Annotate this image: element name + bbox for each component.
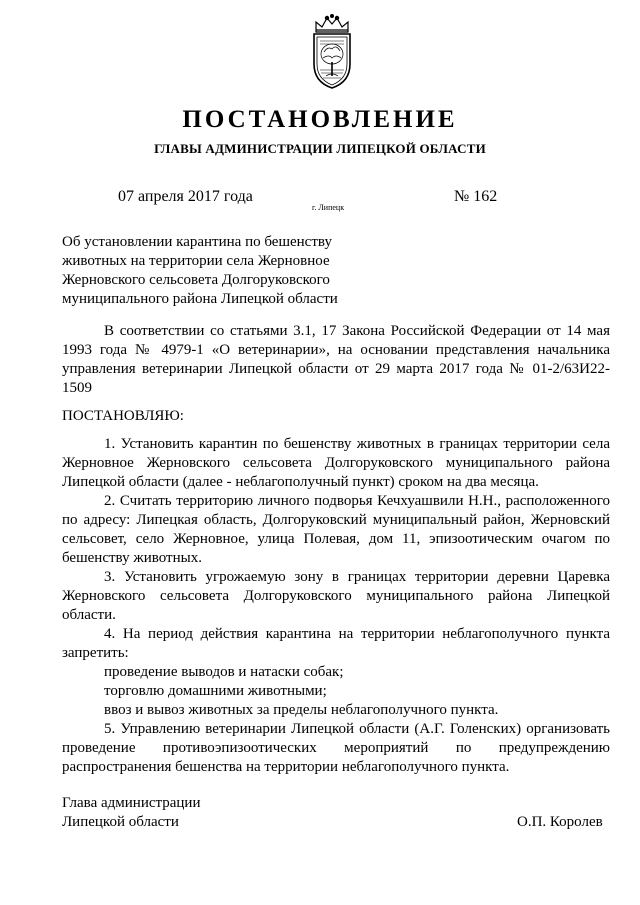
subject-line: Жерновского сельсовета Долгоруковского — [62, 272, 330, 288]
decree-heading: ПОСТАНОВЛЯЮ: — [62, 408, 184, 424]
signatory-position — [62, 794, 200, 832]
item-4-subitem: проведение выводов и натаски собак; — [104, 664, 344, 680]
document-date: 07 апреля 2017 года — [118, 188, 253, 205]
item-3-paragraph: 3. Установить угрожаемую зону в границах территории деревни Царевка Жерновского сельсовета Долгоруковского муниципального района Липецкой области. — [62, 569, 610, 623]
subject-line: муниципального района Липецкой области — [62, 291, 338, 307]
document-subject — [62, 233, 362, 309]
document-city: г. Липецк — [312, 203, 345, 212]
item-4-paragraph: 4. На период действия карантина на территории неблагополучного пункта запретить: — [62, 626, 610, 661]
item-4-subitem: торговлю домашними животными; — [104, 683, 327, 699]
coat-of-arms-emblem — [302, 14, 362, 90]
item-2-paragraph: 2. Считать территорию личного подворья Кечхуашвили Н.Н., расположенного по адресу: Липецкая область, Долгоруковский муниципальный район, Жерновский сельсовет, село Жерновное, улица Полевая, дом 11, эпизоотическим очагом по бешенству животных. — [62, 493, 610, 566]
subject-line: животных на территории села Жерновное — [62, 253, 330, 269]
signatory-position-line: Липецкой области — [62, 814, 179, 830]
subject-line: Об установлении карантина по бешенству — [62, 234, 332, 250]
item-5-paragraph: 5. Управлению ветеринарии Липецкой области (А.Г. Голенских) организовать проведение противоэпизоотических мероприятий по предупреждению распространения бешенства на территории неблагополучного пункта. — [62, 721, 610, 775]
document-body — [62, 322, 610, 777]
document-subtitle: ГЛАВЫ АДМИНИСТРАЦИИ ЛИПЕЦКОЙ ОБЛАСТИ — [154, 141, 486, 156]
signatory-name: О.П. Королев — [517, 814, 603, 830]
document-title: ПОСТАНОВЛЕНИЕ — [182, 106, 458, 133]
item-4-subitem: ввоз и вывоз животных за пределы неблагополучного пункта. — [104, 702, 499, 718]
document-number: № 162 — [454, 188, 498, 205]
signatory-position-line: Глава администрации — [62, 795, 201, 811]
item-1-paragraph: 1. Установить карантин по бешенству животных в границах территории села Жерновное Жерновского сельсовета Долгоруковского муниципального района Липецкой области (далее - неблагополучный пункт) сроком на два месяца. — [62, 436, 610, 490]
preamble-paragraph: В соответствии со статьями 3.1, 17 Закона Российской Федерации от 14 мая 1993 года № 4979-1 «О ветеринарии», на основании представления начальника управления ветеринарии Липецкой области от 29 марта 2017 года № 01-2/63И22-1509 — [62, 323, 610, 396]
